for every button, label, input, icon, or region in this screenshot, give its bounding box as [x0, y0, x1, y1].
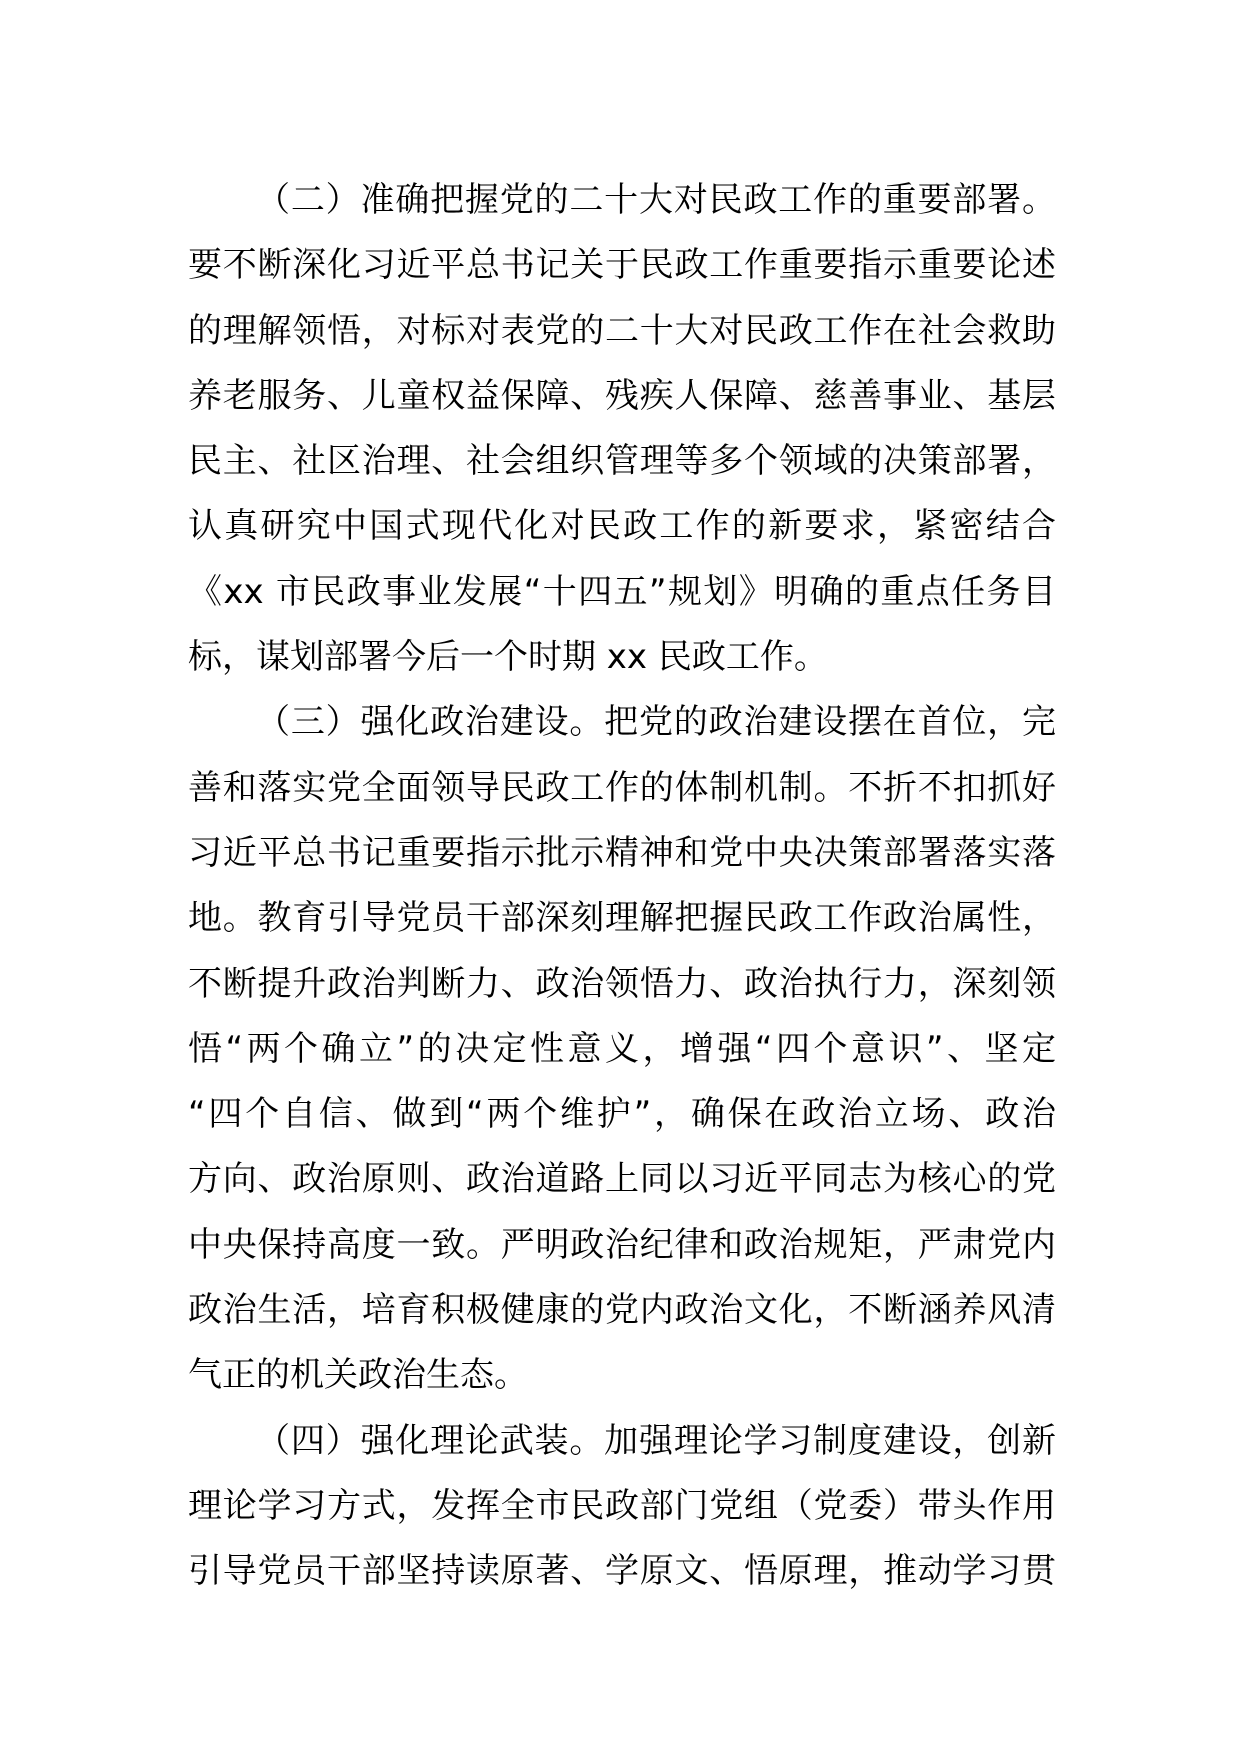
document-body: [188, 168, 1056, 1605]
paragraph-2-heading-line: （二）准确把握党的二十大对民政工作的重要部署。: [256, 180, 1056, 220]
paragraph-line: 要不断深化习近平总书记关于民政工作重要指示重要论述: [188, 245, 1056, 286]
paragraph-line: 气正的机关政治生态。: [188, 1355, 528, 1396]
paragraph-line: 习近平总书记重要指示批示精神和党中央决策部署落实落: [188, 832, 1056, 873]
paragraph-line: 民主、社区治理、社会组织管理等多个领域的决策部署，: [188, 441, 1056, 482]
paragraph-line: 善和落实党全面领导民政工作的体制机制。不折不扣抓好: [188, 767, 1056, 808]
paragraph-line: 引导党员干部坚持读原著、学原文、悟原理，推动学习贯: [188, 1551, 1056, 1592]
paragraph-line: 政治生活，培育积极健康的党内政治文化，不断涵养风清: [188, 1290, 1056, 1331]
paragraph-line: 认真研究中国式现代化对民政工作的新要求，紧密结合: [188, 506, 1056, 547]
paragraph-line: 不断提升政治判断力、政治领悟力、政治执行力，深刻领: [188, 963, 1056, 1004]
paragraph-line: 悟“两个确立”的决定性意义，增强“四个意识”、坚定: [188, 1028, 1056, 1069]
paragraph-4-heading-line: （四）强化理论武装。加强理论学习制度建设，创新: [256, 1420, 1056, 1461]
paragraph-line: 理论学习方式，发挥全市民政部门党组（党委）带头作用: [188, 1485, 1056, 1526]
paragraph-3-heading-line: （三）强化政治建设。把党的政治建设摆在首位，完: [256, 702, 1056, 743]
paragraph-line: 地。教育引导党员干部深刻理解把握民政工作政治属性，: [188, 898, 1056, 939]
paragraph-line: 标，谋划部署今后一个时期 xx 民政工作。: [188, 637, 828, 678]
paragraph-line: “四个自信、做到“两个维护”，确保在政治立场、政治: [188, 1094, 1056, 1135]
paragraph-line: 《xx 市民政事业发展“十四五”规划》明确的重点任务目: [188, 571, 1056, 612]
paragraph-line: 的理解领悟，对标对表党的二十大对民政工作在社会救助: [188, 310, 1056, 351]
paragraph-line: 方向、政治原则、政治道路上同以习近平同志为核心的党: [188, 1159, 1056, 1200]
paragraph-line: 养老服务、儿童权益保障、残疾人保障、慈善事业、基层: [188, 375, 1056, 416]
paragraph-line: 中央保持高度一致。严明政治纪律和政治规矩，严肃党内: [188, 1224, 1056, 1265]
